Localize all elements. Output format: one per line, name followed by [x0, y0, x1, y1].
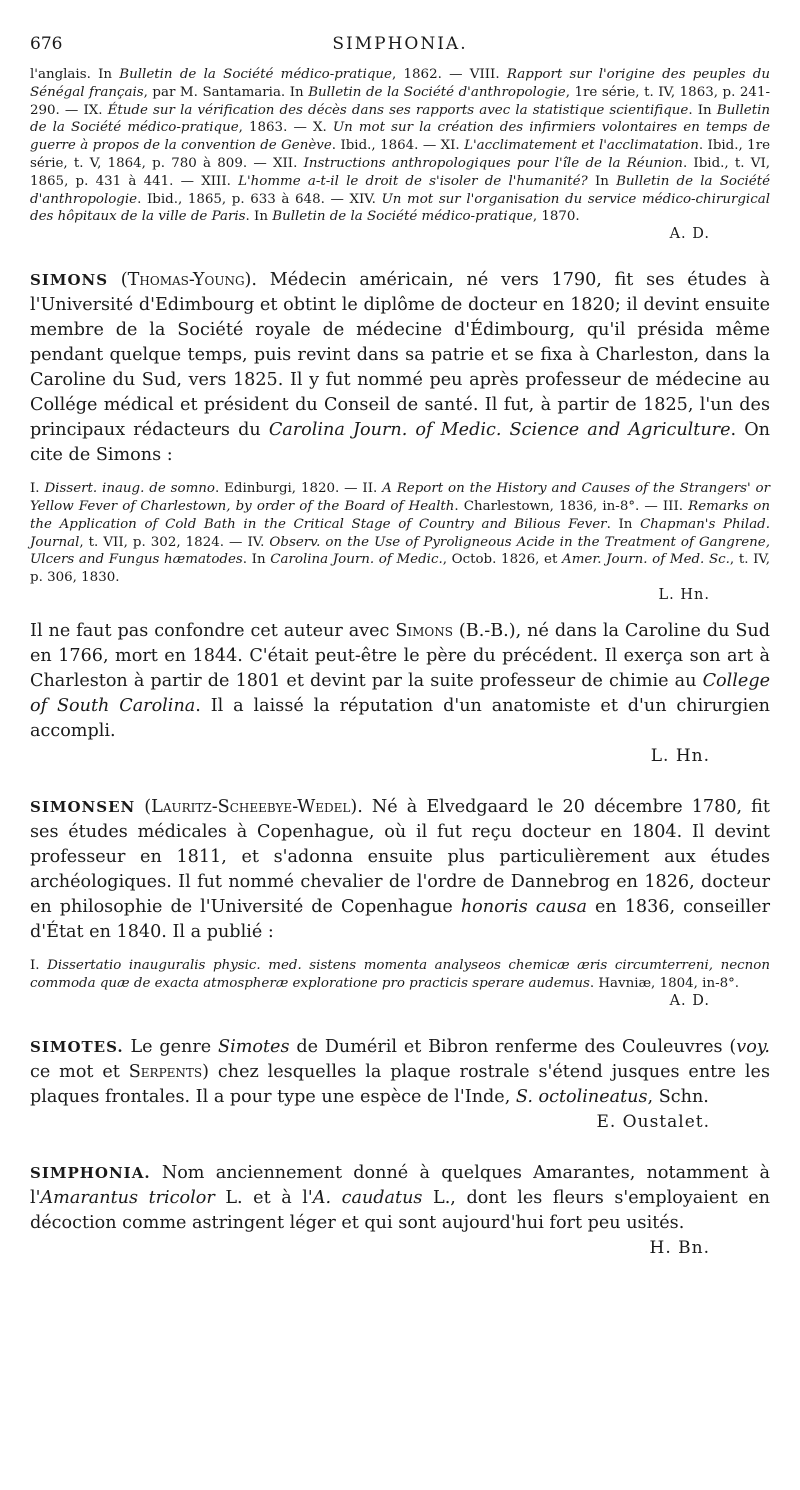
- author-signature: H. Bn.: [649, 1237, 710, 1258]
- page-number: 676: [30, 34, 63, 54]
- author-signature: L. Hn.: [658, 586, 710, 603]
- article-body: SIMPHONIA. Nom anciennement donné à quelques Amarantes, notamment à l'Amarantus tricolor L. et à l'A. caudatus L., dont les fleurs s'employaient en décoction comme astringent léger et qui sont aujourd'hui fort peu usités.: [30, 1162, 770, 1233]
- author-signature: A. D.: [669, 226, 710, 243]
- author-signature: L. Hn.: [650, 745, 710, 766]
- article-simphonia: [30, 1161, 770, 1261]
- article-body: SIMONSEN (Lauritz-Scheebye-Wedel). Né à Elvedgaard le 20 décembre 1780, fit ses études médicales à Copenhague, où il fut reçu docteur en 1804. Il devint professeur en 1811, et s'adonna ensuite plus particulièrement aux études archéologiques. Il fut nommé chevalier de l'ordre de Dannebrog en 1826, docteur en philosophie de l'Université de Copenhague honoris causa en 1836, conseiller d'État en 1840. Il a publié :: [30, 796, 770, 942]
- bibliography: I. Dissertatio inauguralis physic. med. sistens momenta analyseos chemicæ æris circumterreni, necnon commoda quæ de exacta atmospheræ exploratione pro practicis sperare audemus. Havniæ, 1804, in-8°.: [30, 957, 770, 991]
- continuation-bibliography: l'anglais. In Bulletin de la Société médico-pratique, 1862. — VIII. Rapport sur l'origine des peuples du Sénégal français, par M. Santamaria. In Bulletin de la Société d'anthropologie, 1re série, t. IV, 1863, p. 241-290. — IX. Étude sur la vérification des décès dans ses rapports avec la statistique scientifique. In Bulletin de la Société médico-pratique, 1863. — X. Un mot sur la création des infirmiers volontaires en temps de guerre à propos de la convention de Genève. Ibid., 1864. — XI. L'acclimatement et l'acclimatation. Ibid., 1re série, t. V, 1864, p. 780 à 809. — XII. Instructions anthropologiques pour l'île de la Réunion. Ibid., t. VI, 1865, p. 431 à 441. — XIII. L'homme a-t-il le droit de s'isoler de l'humanité? In Bulletin de la Société d'anthropologie. Ibid., 1865, p. 633 à 648. — XIV. Un mot sur l'organisation du service médico-chirurgical des hôpitaux de la ville de Paris. In Bulletin de la Société médico-pratique, 1870.: [30, 67, 771, 225]
- article-simotes: [30, 1035, 770, 1135]
- headword: SIMOTES.: [30, 1037, 124, 1056]
- dictionary-page: [30, 30, 770, 1261]
- headword: SIMPHONIA.: [30, 1163, 151, 1182]
- article-continuation: [30, 66, 770, 242]
- person-name: Lauritz-Scheebye-Wedel: [151, 796, 351, 817]
- headword: SIMONSEN: [30, 797, 136, 816]
- article-simons: [30, 268, 770, 769]
- article-body: SIMONS (Thomas-Young). Médecin américain, né vers 1790, fit ses études à l'Université d'Edimbourg et obtint le diplôme de docteur en 1820; il devint ensuite membre de la Société royale de médecine d'Édimbourg, qu'il présida même pendant quelque temps, puis revint dans sa patrie et se fixa à Charleston, dans la Caroline du Sud, vers 1825. Il y fut nommé peu après professeur de médecine au Collége médical et président du Conseil de santé. Il fut, à partir de 1825, l'un des principaux rédacteurs du Carolina Journ. of Medic. Science and Agriculture. On cite de Simons :: [30, 270, 770, 466]
- article-simonsen: [30, 795, 770, 1009]
- author-signature: A. D.: [669, 992, 710, 1009]
- page-header: [30, 30, 770, 66]
- author-signature: E. Oustalet.: [596, 1111, 710, 1132]
- headword: SIMONS: [30, 271, 109, 290]
- running-title: SIMPHONIA.: [332, 34, 468, 54]
- person-name: Thomas-Young: [127, 270, 245, 291]
- bibliography: I. Dissert. inaug. de somno. Edinburgi, 1820. — II. A Report on the History and Causes of the Strangers' or Yellow Fever of Charlestown, by order of the Board of Health. Charlestown, 1836, in-8°. — III. Remarks on the Application of Cold Bath in the Critical Stage of Country and Bilious Fever. In Chapman's Philad. Journal, t. VII, p. 302, 1824. — IV. Observ. on the Use of Pyroligneous Acide in the Treatment of Gangrene, Ulcers and Fungus hæmatodes. In Carolina Journ. of Medic., Octob. 1826, et Amer. Journ. of Med. Sc., t. IV, p. 306, 1830.: [30, 481, 771, 586]
- article-note: Il ne faut pas confondre cet auteur avec Simons (B.-B.), né dans la Caroline du Sud en 1766, mort en 1844. C'était peut-être le père du précédent. Il exerça son art à Charleston à partir de 1801 et devint par la suite professeur de chimie au College of South Carolina. Il a laissé la réputation d'un anatomiste et d'un chirurgien accompli.: [30, 620, 770, 741]
- article-body: SIMOTES. Le genre Simotes de Duméril et Bibron renferme des Couleuvres (voy. ce mot et Serpents) chez lesquelles la plaque rostrale s'étend jusques entre les plaques frontales. Il a pour type une espèce de l'Inde, S. octolineatus, Schn.: [30, 1036, 770, 1107]
